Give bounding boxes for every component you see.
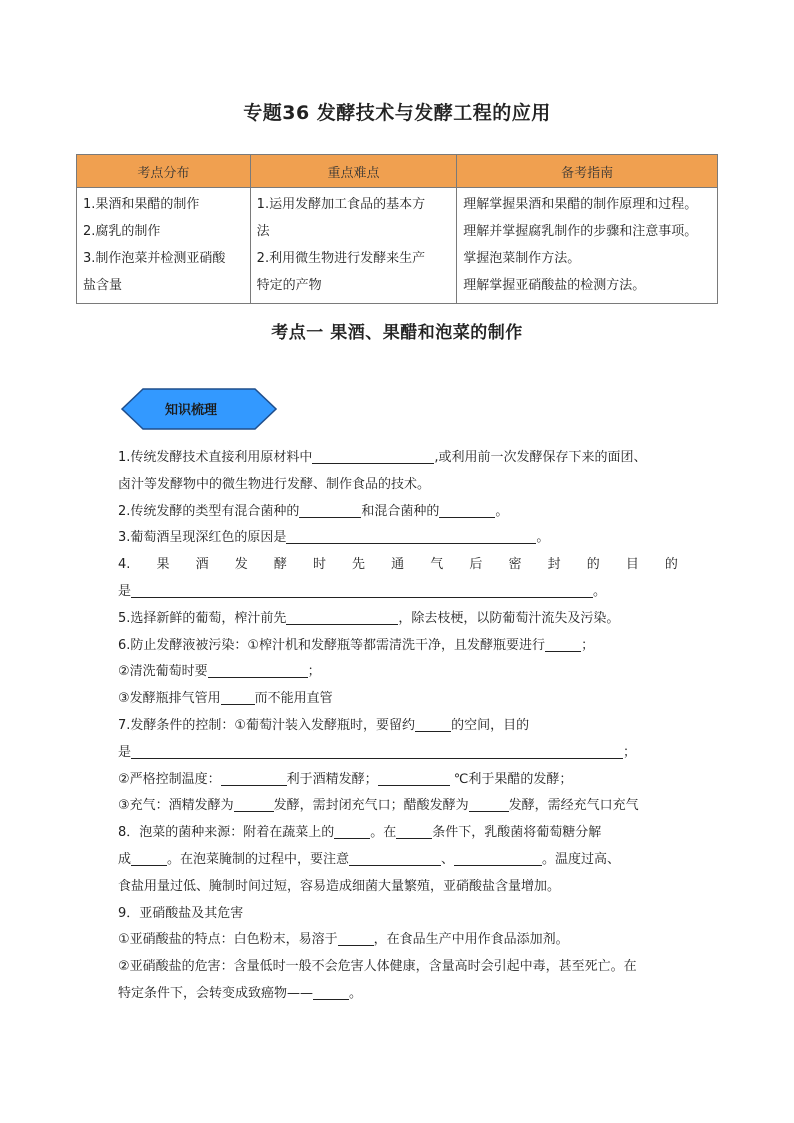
text: ③充气：酒精发酵为 xyxy=(118,798,234,814)
spread-char: 后 xyxy=(469,557,483,573)
cell-line: 理解掌握亚硝酸盐的检测方法。 xyxy=(463,278,646,293)
spread-char: 果 xyxy=(156,557,170,573)
question-line-9 xyxy=(118,659,678,686)
text: 是 xyxy=(118,583,132,599)
answer-blank[interactable] xyxy=(312,448,434,464)
table-header: 备考指南 xyxy=(457,155,718,188)
question-line-15 xyxy=(118,820,678,847)
text: 5.选择新鲜的葡萄，榨汁前先 xyxy=(118,610,287,626)
table-header: 考点分布 xyxy=(77,155,251,188)
answer-blank[interactable] xyxy=(221,770,287,786)
question-line-10 xyxy=(118,686,678,713)
table-header: 重点难点 xyxy=(250,155,457,188)
answer-blank[interactable] xyxy=(469,796,509,812)
question-line-2 xyxy=(118,472,678,499)
answer-blank[interactable] xyxy=(234,796,274,812)
question-line-12 xyxy=(118,740,678,767)
text: 条件下，乳酸菌将葡萄糖分解 xyxy=(432,825,602,841)
answer-blank[interactable] xyxy=(131,743,623,759)
spread-char: 通 xyxy=(391,557,405,573)
answer-blank[interactable] xyxy=(334,823,370,839)
question-line-4 xyxy=(118,525,678,552)
cell-line: 2.利用微生物进行发酵来生产 xyxy=(256,251,426,266)
text: ②严格控制温度： xyxy=(118,771,221,787)
spread-char: 酒 xyxy=(195,557,209,573)
question-line-16 xyxy=(118,847,678,874)
text: ℃利于果醋的发酵； xyxy=(449,771,573,787)
text: ； xyxy=(581,637,595,653)
question-line-5 xyxy=(118,552,678,579)
answer-blank[interactable] xyxy=(286,609,398,625)
question-line-20 xyxy=(118,954,678,981)
spread-char: 封 xyxy=(547,557,561,573)
spread-char: 4. xyxy=(118,557,131,573)
section-title: 考点一 果酒、果醋和泡菜的制作 xyxy=(271,323,523,343)
text: 食盐用量过低、腌制时间过短，容易造成细菌大量繁殖，亚硝酸盐含量增加。 xyxy=(118,878,561,894)
cell-line: 法 xyxy=(256,224,270,239)
answer-blank[interactable] xyxy=(396,823,432,839)
text: 。 xyxy=(536,530,550,546)
table-cell-key-points xyxy=(250,188,457,304)
text: 成 xyxy=(118,851,132,867)
summary-table xyxy=(76,154,718,304)
text: ①亚硝酸盐的特点：白色粉末，易溶于 xyxy=(118,932,338,948)
question-line-19 xyxy=(118,927,678,954)
text: 而不能用直管 xyxy=(254,691,333,707)
cell-line: 特定的产物 xyxy=(256,278,322,293)
text: 8．泡菜的菌种来源：附着在蔬菜上的 xyxy=(118,825,335,841)
text: ，在食品生产中用作食品添加剂。 xyxy=(373,932,569,948)
spread-char: 的 xyxy=(664,557,678,573)
spread-char: 密 xyxy=(508,557,522,573)
text: 1.传统发酵技术直接利用原材料中 xyxy=(118,450,313,465)
spread-char: 先 xyxy=(352,557,366,573)
text: 和混合菌种的 xyxy=(361,503,440,519)
question-line-7 xyxy=(118,606,678,633)
cell-line: 2.腐乳的制作 xyxy=(83,224,161,239)
text: ，除去枝梗，以防葡萄汁流失及污染。 xyxy=(398,610,620,626)
cell-line: 1.果酒和果醋的制作 xyxy=(83,197,200,212)
text: 3.葡萄酒呈现深红色的原因是 xyxy=(118,530,287,546)
answer-blank[interactable] xyxy=(286,528,536,544)
spread-char: 时 xyxy=(312,557,326,573)
text: 6.防止发酵液被污染：①榨汁机和发酵瓶等都需清洗干净，且发酵瓶要进行 xyxy=(118,637,546,653)
answer-blank[interactable] xyxy=(545,636,581,652)
answer-blank[interactable] xyxy=(439,502,495,518)
question-line-6 xyxy=(118,579,678,606)
text: 卤汁等发酵物中的微生物进行发酵、制作食品的技术。 xyxy=(118,476,431,492)
question-line-3 xyxy=(118,499,678,526)
table-header-row xyxy=(77,155,718,188)
text: ③发酵瓶排气管用 xyxy=(118,691,221,707)
text: 。在 xyxy=(370,825,397,841)
spread-char: 气 xyxy=(430,557,444,573)
text: 利于酒精发酵； xyxy=(286,771,378,787)
question-line-18 xyxy=(118,901,678,928)
text: 发酵，需经充气口充气 xyxy=(508,798,639,814)
answer-blank[interactable] xyxy=(208,662,308,678)
text: 7.发酵条件的控制：①葡萄汁装入发酵瓶时，要留约 xyxy=(118,717,416,733)
answer-blank[interactable] xyxy=(221,689,255,705)
question-line-1 xyxy=(118,445,678,472)
question-line-14 xyxy=(118,793,678,820)
text: 的空间，目的 xyxy=(451,717,530,733)
cell-line: 1.运用发酵加工食品的基本方 xyxy=(256,197,426,212)
text: 2.传统发酵的类型有混合菌种的 xyxy=(118,503,300,519)
text: 9．亚硝酸盐及其危害 xyxy=(118,905,244,921)
answer-blank[interactable] xyxy=(299,502,361,518)
question-line-21 xyxy=(118,981,678,1008)
answer-blank[interactable] xyxy=(415,716,451,732)
cell-line: 盐含量 xyxy=(83,278,123,293)
page-title: 专题36 发酵技术与发酵工程的应用 xyxy=(243,102,551,124)
cell-line: 掌握泡菜制作方法。 xyxy=(463,251,581,266)
answer-blank[interactable] xyxy=(313,984,349,1000)
text: 。在泡菜腌制的过程中，要注意 xyxy=(167,851,350,867)
answer-blank[interactable] xyxy=(131,582,593,598)
answer-blank[interactable] xyxy=(378,770,450,786)
text: ,或利用前一次发酵保存下来的面团、 xyxy=(434,450,647,465)
table-cell-guide xyxy=(457,188,718,304)
text: ； xyxy=(307,664,321,680)
text: 。 xyxy=(495,503,509,519)
knowledge-body xyxy=(118,445,678,1008)
text: 。 xyxy=(349,985,363,1001)
answer-blank[interactable] xyxy=(349,850,441,866)
text: ②清洗葡萄时要 xyxy=(118,664,208,680)
text: 。 xyxy=(593,583,607,599)
text: 是 xyxy=(118,744,132,760)
cell-line: 3.制作泡菜并检测亚硝酸 xyxy=(83,251,226,266)
cell-line: 理解掌握果酒和果醋的制作原理和过程。 xyxy=(463,197,698,212)
spread-char: 目 xyxy=(625,557,639,573)
question-line-8 xyxy=(118,633,678,660)
text: 发酵，需封闭充气口；醋酸发酵为 xyxy=(273,798,469,814)
spread-char: 酵 xyxy=(273,557,287,573)
knowledge-badge xyxy=(121,388,277,430)
text: 。温度过高、 xyxy=(542,851,621,867)
table-row xyxy=(77,188,718,304)
text: 特定条件下，会转变成致癌物—— xyxy=(118,985,314,1001)
answer-blank[interactable] xyxy=(338,930,374,946)
text: 、 xyxy=(441,851,455,867)
question-line-13 xyxy=(118,767,678,794)
question-line-11 xyxy=(118,713,678,740)
spread-char: 发 xyxy=(234,557,248,573)
answer-blank[interactable] xyxy=(454,850,542,866)
text: ； xyxy=(623,744,637,760)
table-cell-topics xyxy=(77,188,251,304)
question-line-17 xyxy=(118,874,678,901)
cell-line: 理解并掌握腐乳制作的步骤和注意事项。 xyxy=(463,224,698,239)
spread-char: 的 xyxy=(586,557,600,573)
text: ②亚硝酸盐的危害：含量低时一般不会危害人体健康，含量高时会引起中毒，甚至死亡。在 xyxy=(118,959,637,975)
badge-label: 知识梳理 xyxy=(164,403,218,418)
answer-blank[interactable] xyxy=(131,850,167,866)
